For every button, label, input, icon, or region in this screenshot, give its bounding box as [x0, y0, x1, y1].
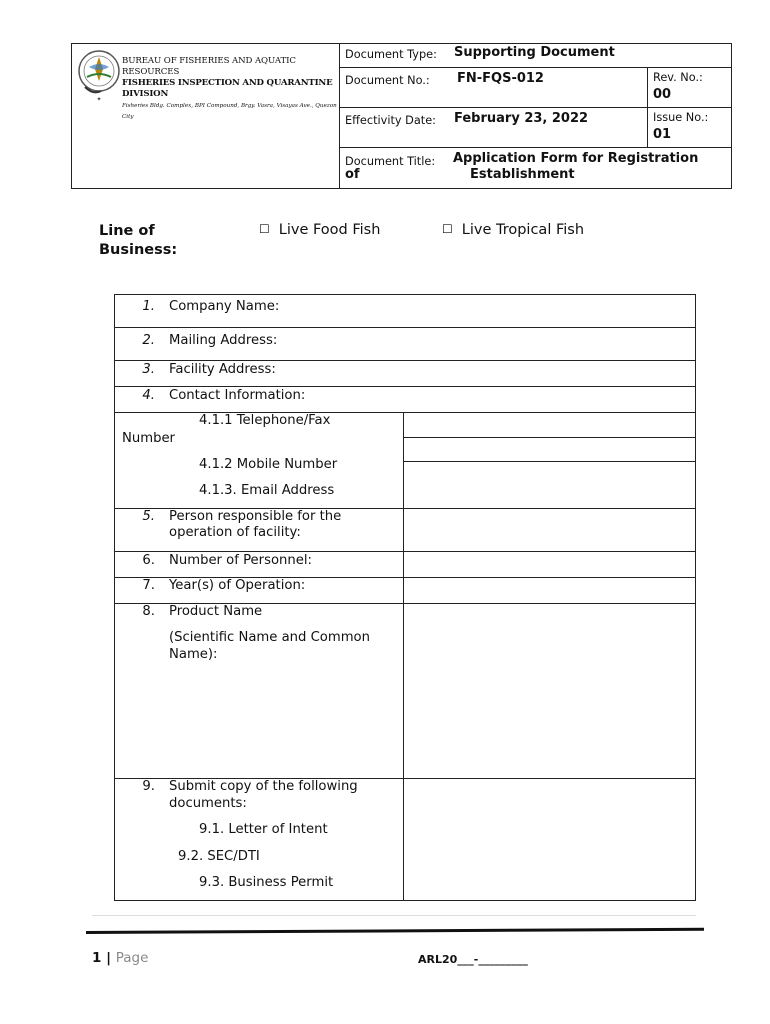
row-number: 4.: [142, 388, 155, 403]
telephone-fax-label: 4.1.1 Telephone/Fax: [199, 413, 331, 428]
mailing-address-field[interactable]: [115, 328, 695, 360]
email-address-label: 4.1.3. Email Address: [199, 483, 335, 498]
submit-documents-label-continued: documents:: [169, 796, 247, 811]
contact-information-label: Contact Information:: [169, 388, 306, 403]
effectivity-row: [340, 108, 731, 148]
mobile-number-label: 4.1.2 Mobile Number: [199, 457, 338, 472]
person-responsible-label: Person responsible for the: [169, 509, 342, 524]
row-number: 5.: [142, 509, 155, 524]
agency-name: [122, 56, 339, 123]
company-name-field[interactable]: [115, 295, 695, 327]
business-permit-label: 9.3. Business Permit: [199, 875, 334, 890]
document-type-row: [340, 44, 731, 68]
line-of-business-label-line1: Line of: [99, 223, 155, 239]
document-code: ARL20___-_________: [418, 953, 528, 966]
document-title-value-line1: Application Form for Registration: [453, 151, 699, 166]
facility-address-label: Facility Address:: [169, 362, 276, 377]
rev-no-label: Rev. No.:: [653, 71, 703, 84]
svg-text:✦: ✦: [96, 96, 102, 103]
telephone-fax-field[interactable]: [404, 413, 695, 437]
letter-of-intent-label: 9.1. Letter of Intent: [199, 822, 328, 837]
agency-address: Fisheries Bldg. Complex, BPI Compound, Brgy. Vasra, Visayas Ave., Quezon City: [122, 103, 337, 120]
row-number: 2.: [142, 333, 155, 348]
document-title-of: of: [345, 167, 360, 182]
issue-no-label: Issue No.:: [653, 111, 709, 124]
page-number: 1: [92, 950, 102, 966]
agency-block: [72, 44, 340, 188]
row-number: 1.: [142, 299, 155, 314]
option-live-tropical-fish[interactable]: [442, 222, 584, 238]
document-title-value-line2: Establishment: [470, 167, 575, 182]
person-responsible-label-continued: operation of facility:: [169, 525, 301, 540]
row-number: 3.: [142, 362, 155, 377]
agency-bureau: BUREAU OF FISHERIES AND AQUATIC RESOURCES: [122, 56, 296, 77]
document-title-row: [340, 148, 731, 188]
page-word: Page: [115, 950, 149, 966]
row-number: 6.: [142, 553, 155, 568]
issue-no-cell: [647, 108, 731, 147]
years-of-operation-field[interactable]: [404, 578, 695, 603]
line-of-business-label-line2: Business:: [99, 242, 178, 258]
option-live-food-fish-label: Live Food Fish: [278, 222, 381, 238]
document-no-label: Document No.:: [345, 74, 430, 87]
product-name-sublabel: (Scientific Name and Common: [169, 630, 370, 645]
years-of-operation-label: Year(s) of Operation:: [169, 578, 306, 593]
company-name-label: Company Name:: [169, 299, 280, 314]
telephone-fax-label-continued: Number: [122, 431, 175, 446]
effectivity-label: Effectivity Date:: [345, 114, 436, 127]
agency-division: FISHERIES INSPECTION AND QUARANTINE DIVISION: [122, 78, 333, 99]
email-address-field[interactable]: [404, 462, 695, 508]
mailing-address-label: Mailing Address:: [169, 333, 278, 348]
issue-no-value: 01: [653, 127, 672, 142]
checkbox-icon[interactable]: ☐: [259, 222, 270, 236]
document-no-value: FN-FQS-012: [457, 71, 544, 86]
page-separator: |: [101, 950, 116, 966]
document-no-row: [340, 68, 731, 108]
row-number: 7.: [142, 578, 155, 593]
product-name-field[interactable]: [404, 604, 695, 778]
product-name-sublabel-continued: Name):: [169, 647, 218, 662]
page-indicator: [92, 950, 148, 966]
checkbox-icon[interactable]: ☐: [442, 222, 453, 236]
product-name-label: Product Name: [169, 604, 263, 619]
row-number: 9.: [142, 779, 155, 794]
document-header: [71, 43, 732, 189]
footer-divider: [92, 915, 696, 916]
number-of-personnel-label: Number of Personnel:: [169, 553, 312, 568]
number-of-personnel-field[interactable]: [404, 552, 695, 577]
sec-dti-label: 9.2. SEC/DTI: [178, 849, 260, 864]
rev-no-value: 00: [653, 87, 672, 102]
document-type-label: Document Type:: [345, 48, 437, 61]
document-title-label: Document Title:: [345, 155, 436, 168]
submit-documents-field[interactable]: [404, 779, 695, 900]
document-type-value: Supporting Document: [454, 45, 615, 60]
effectivity-value: February 23, 2022: [454, 111, 589, 126]
bfar-logo-icon: [75, 47, 123, 103]
footer-rule: [86, 928, 704, 934]
rev-no-cell: [647, 68, 731, 107]
line-of-business-label: [99, 222, 177, 260]
registration-form-table: [114, 294, 696, 901]
option-live-food-fish[interactable]: [259, 222, 380, 238]
mobile-number-field[interactable]: [404, 438, 695, 461]
option-live-tropical-fish-label: Live Tropical Fish: [461, 222, 585, 238]
row-number: 8.: [142, 604, 155, 619]
facility-address-field[interactable]: [115, 361, 695, 386]
submit-documents-label: Submit copy of the following: [169, 779, 358, 794]
person-responsible-field[interactable]: [404, 509, 695, 551]
